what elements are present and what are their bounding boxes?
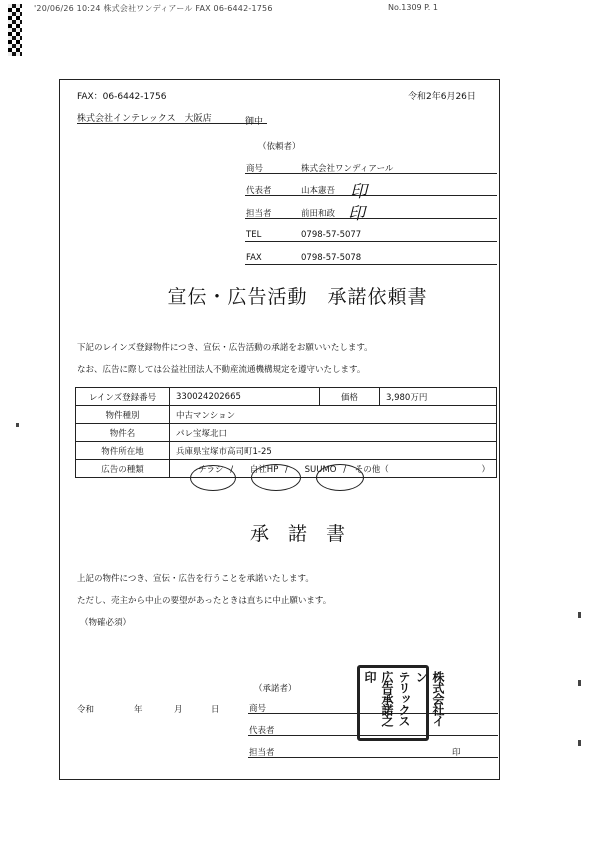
suumo-circled-mark xyxy=(316,464,364,491)
person-in-charge-seal-mark: 印 xyxy=(348,204,365,224)
requester-row-line xyxy=(245,195,497,196)
fax-transmission-header: '20/06/26 10:24 株式会社ワンディアール FAX 06-6442-1756 xyxy=(34,4,273,13)
price-value: 3,980万円 xyxy=(380,388,497,406)
recipient-underline xyxy=(77,123,267,124)
requester-label: FAX xyxy=(246,253,262,263)
consent-note: （物確必須） xyxy=(80,618,132,628)
recipient-honorific: 御中 xyxy=(245,117,264,127)
property-type-value: 中古マンション xyxy=(170,406,497,424)
property-name-value: パレ宝塚北口 xyxy=(170,424,497,442)
consenter-person-line xyxy=(248,757,498,758)
stamp-line: 広告承諾之印 xyxy=(363,671,394,726)
property-location-value: 兵庫県宝塚市高司町1-25 xyxy=(170,442,497,460)
requester-label: 代表者 xyxy=(246,186,272,196)
price-label: 価格 xyxy=(320,388,380,406)
table-row xyxy=(76,442,497,460)
consenter-seal-mark: 印 xyxy=(452,748,461,758)
intro-line-1: 下記のレインズ登録物件につき、宣伝・広告活動の承諾をお願いいたします。 xyxy=(77,343,373,353)
company-hp-circled-mark xyxy=(251,464,301,491)
ad-option-suumo: SUUMO xyxy=(304,464,337,475)
consent-title: 承 諾 書 xyxy=(249,523,345,545)
consenter-company-label: 商号 xyxy=(249,704,267,714)
scan-mark xyxy=(16,423,19,427)
consenter-heading: （承諾者） xyxy=(254,684,297,694)
requester-row-line xyxy=(245,218,497,219)
requester-person-in-charge: 前田和政 xyxy=(301,209,336,219)
property-type-label: 物件種別 xyxy=(76,406,170,424)
recipient-name: 株式会社インテレックス 大阪店 xyxy=(77,114,212,124)
ad-option-close: ） xyxy=(481,464,490,475)
consent-line-1: 上記の物件につき、宣伝・広告を行うことを承諾いたします。 xyxy=(77,574,314,584)
reins-number-value: 330024202665 xyxy=(170,388,320,406)
scan-mark xyxy=(578,612,581,618)
ad-option-other: その他（ xyxy=(354,464,389,475)
fax-registration-mark xyxy=(8,4,22,56)
stamp-line: 株式会社イン xyxy=(414,671,445,726)
table-row xyxy=(76,406,497,424)
requester-label: 商号 xyxy=(246,164,264,174)
requester-tel: 0798-57-5077 xyxy=(301,230,362,240)
intro-line-2: なお、広告に際しては公益社団法人不動産流通機構規定を遵守いたします。 xyxy=(77,365,366,375)
requester-label: 担当者 xyxy=(246,209,272,219)
requester-fax: 0798-57-5078 xyxy=(301,253,362,263)
fax-number: FAX：06-6442-1756 xyxy=(77,92,167,102)
table-row xyxy=(76,388,497,406)
ad-option-flyer: チラシ xyxy=(198,464,224,475)
requester-row-line xyxy=(245,173,497,174)
date-day-label: 日 xyxy=(211,705,220,715)
scan-mark xyxy=(578,740,581,746)
ad-type-options: チラシ / 自社HP / SUUMO / その他（ ） xyxy=(170,460,497,478)
requester-heading: （依頼者） xyxy=(258,142,301,152)
representative-seal-mark: 印 xyxy=(350,182,367,202)
date-month-label: 月 xyxy=(174,705,183,715)
requester-row-line xyxy=(245,264,497,265)
consenter-representative-label: 代表者 xyxy=(249,726,275,736)
consenter-person-label: 担当者 xyxy=(249,748,275,758)
stamp-line: テリックス xyxy=(397,671,411,726)
requester-representative: 山本憲吾 xyxy=(301,186,336,196)
table-row xyxy=(76,424,497,442)
property-location-label: 物件所在地 xyxy=(76,442,170,460)
reins-number-label: レインズ登録番号 xyxy=(76,388,170,406)
date-year-label: 年 xyxy=(134,705,143,715)
company-approval-stamp xyxy=(357,665,445,741)
date-era-label: 令和 xyxy=(77,705,95,715)
scan-mark xyxy=(578,680,581,686)
requester-company: 株式会社ワンディアール xyxy=(301,164,394,174)
consent-line-2: ただし、売主から中止の要望があったときは直ちに中止願います。 xyxy=(77,596,332,606)
flyer-circled-mark xyxy=(190,465,236,491)
document-title: 宣伝・広告活動 承諾依頼書 xyxy=(167,286,428,308)
document-date: 令和2年6月26日 xyxy=(408,92,476,102)
requester-label: TEL xyxy=(246,230,262,240)
property-name-label: 物件名 xyxy=(76,424,170,442)
ad-type-label: 広告の種類 xyxy=(76,460,170,478)
fax-page-number: No.1309 P. 1 xyxy=(388,3,438,12)
ad-option-company-hp: 自社HP xyxy=(249,464,279,475)
requester-row-line xyxy=(245,241,497,242)
